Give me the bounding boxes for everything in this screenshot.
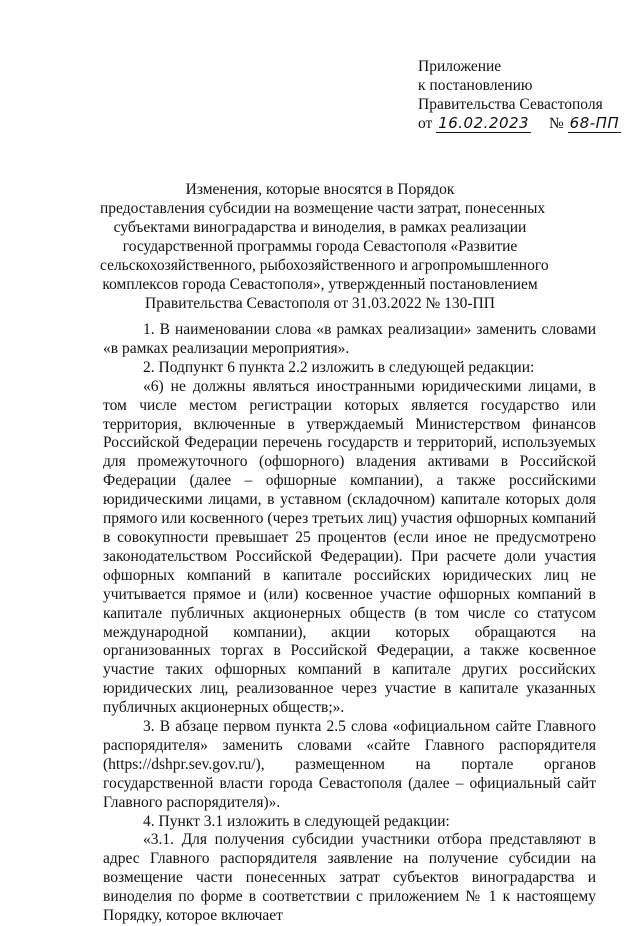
appendix-line-3: Правительства Севастополя <box>418 96 603 113</box>
appendix-date-line <box>418 114 633 133</box>
paragraph-item-1: 1. В наименовании слова «в рамках реализации» заменить словами «в рамках реализации мероприятия». <box>103 321 596 357</box>
title-line: Правительства Севастополя от 31.03.2022 № 130-ПП <box>145 295 495 312</box>
title-line: субъектами виноградарства и виноделия, в рамках реализации <box>113 219 527 236</box>
appendix-line-1: Приложение <box>418 58 502 75</box>
decree-date: 16.02.2023 <box>438 114 530 132</box>
title-line: комплексов города Севастополя», утвержденный постановлением <box>102 276 538 293</box>
appendix-line-2: к постановлению <box>418 77 533 94</box>
paragraph-item-2-text: «6) не должны являться иностранными юридическими лицами, в том числе местом регистрации которых является государство или территория, включенные в утверждаемый Министерством финансов Российской Федерации перечень государств и территорий, используемых для промежуточного (офшорного) владения активами в Российской Федерации (далее – офшорные компании), а также российскими юридическими лицами, в уставном (складочном) капитале которых доля прямого или косвенного (через третьих лиц) участия офшорных компаний в совокупности превышает 25 процентов (если иное не предусмотрено законодательством Российской Федерации). При расчете доли участия офшорных компаний в капитале российских юридических лиц не учитывается прямое и (или) косвенное участие офшорных компаний в капитале публичных акционерных обществ (в том числе со статусом международной компании), акции которых обращаются на организованных торгах в Российской Федерации, а также косвенное участие таких офшорных компаний в капитале других российских юридических лиц, реализованное через участие в капитале указанных публичных акционерных обществ;». <box>103 377 596 717</box>
title-line: предоставления субсидии на возмещение части затрат, понесенных <box>100 200 546 217</box>
paragraph-item-4-text: «3.1. Для получения субсидии участники отбора представляют в адрес Главного распорядителя заявление на получение субсидии на возмещение части понесенных затрат субъектов виноградарства и виноделия по форме в соответствии с приложением № 1 к настоящему Порядку, которое включает <box>103 831 596 925</box>
paragraph-item-3: 3. В абзаце первом пункта 2.5 слова «официальном сайте Главного распорядителя» заменить словами «сайте Главного распорядителя (https://dshpr.sev.gov.ru/), размещенном на портале органов государственной власти города Севастополя (далее – официальный сайт Главного распорядителя)». <box>103 718 596 811</box>
decree-number: 68-ПП <box>569 114 620 132</box>
date-prefix: от <box>418 115 433 132</box>
document-body <box>103 321 596 926</box>
title-line: государственной программы города Севастополя «Развитие <box>122 238 518 255</box>
title-line: сельскохозяйственного, рыбохозяйственного и агропромышленного <box>100 257 549 274</box>
appendix-header <box>418 57 633 133</box>
paragraph-item-2: 2. Подпункт 6 пункта 2.2 изложить в следующей редакции: <box>143 358 535 376</box>
title-line: Изменения, которые вносятся в Порядок <box>185 181 455 198</box>
number-prefix: № <box>548 115 564 132</box>
paragraph-item-4: 4. Пункт 3.1 изложить в следующей редакции: <box>143 812 450 830</box>
document-title <box>100 180 549 313</box>
